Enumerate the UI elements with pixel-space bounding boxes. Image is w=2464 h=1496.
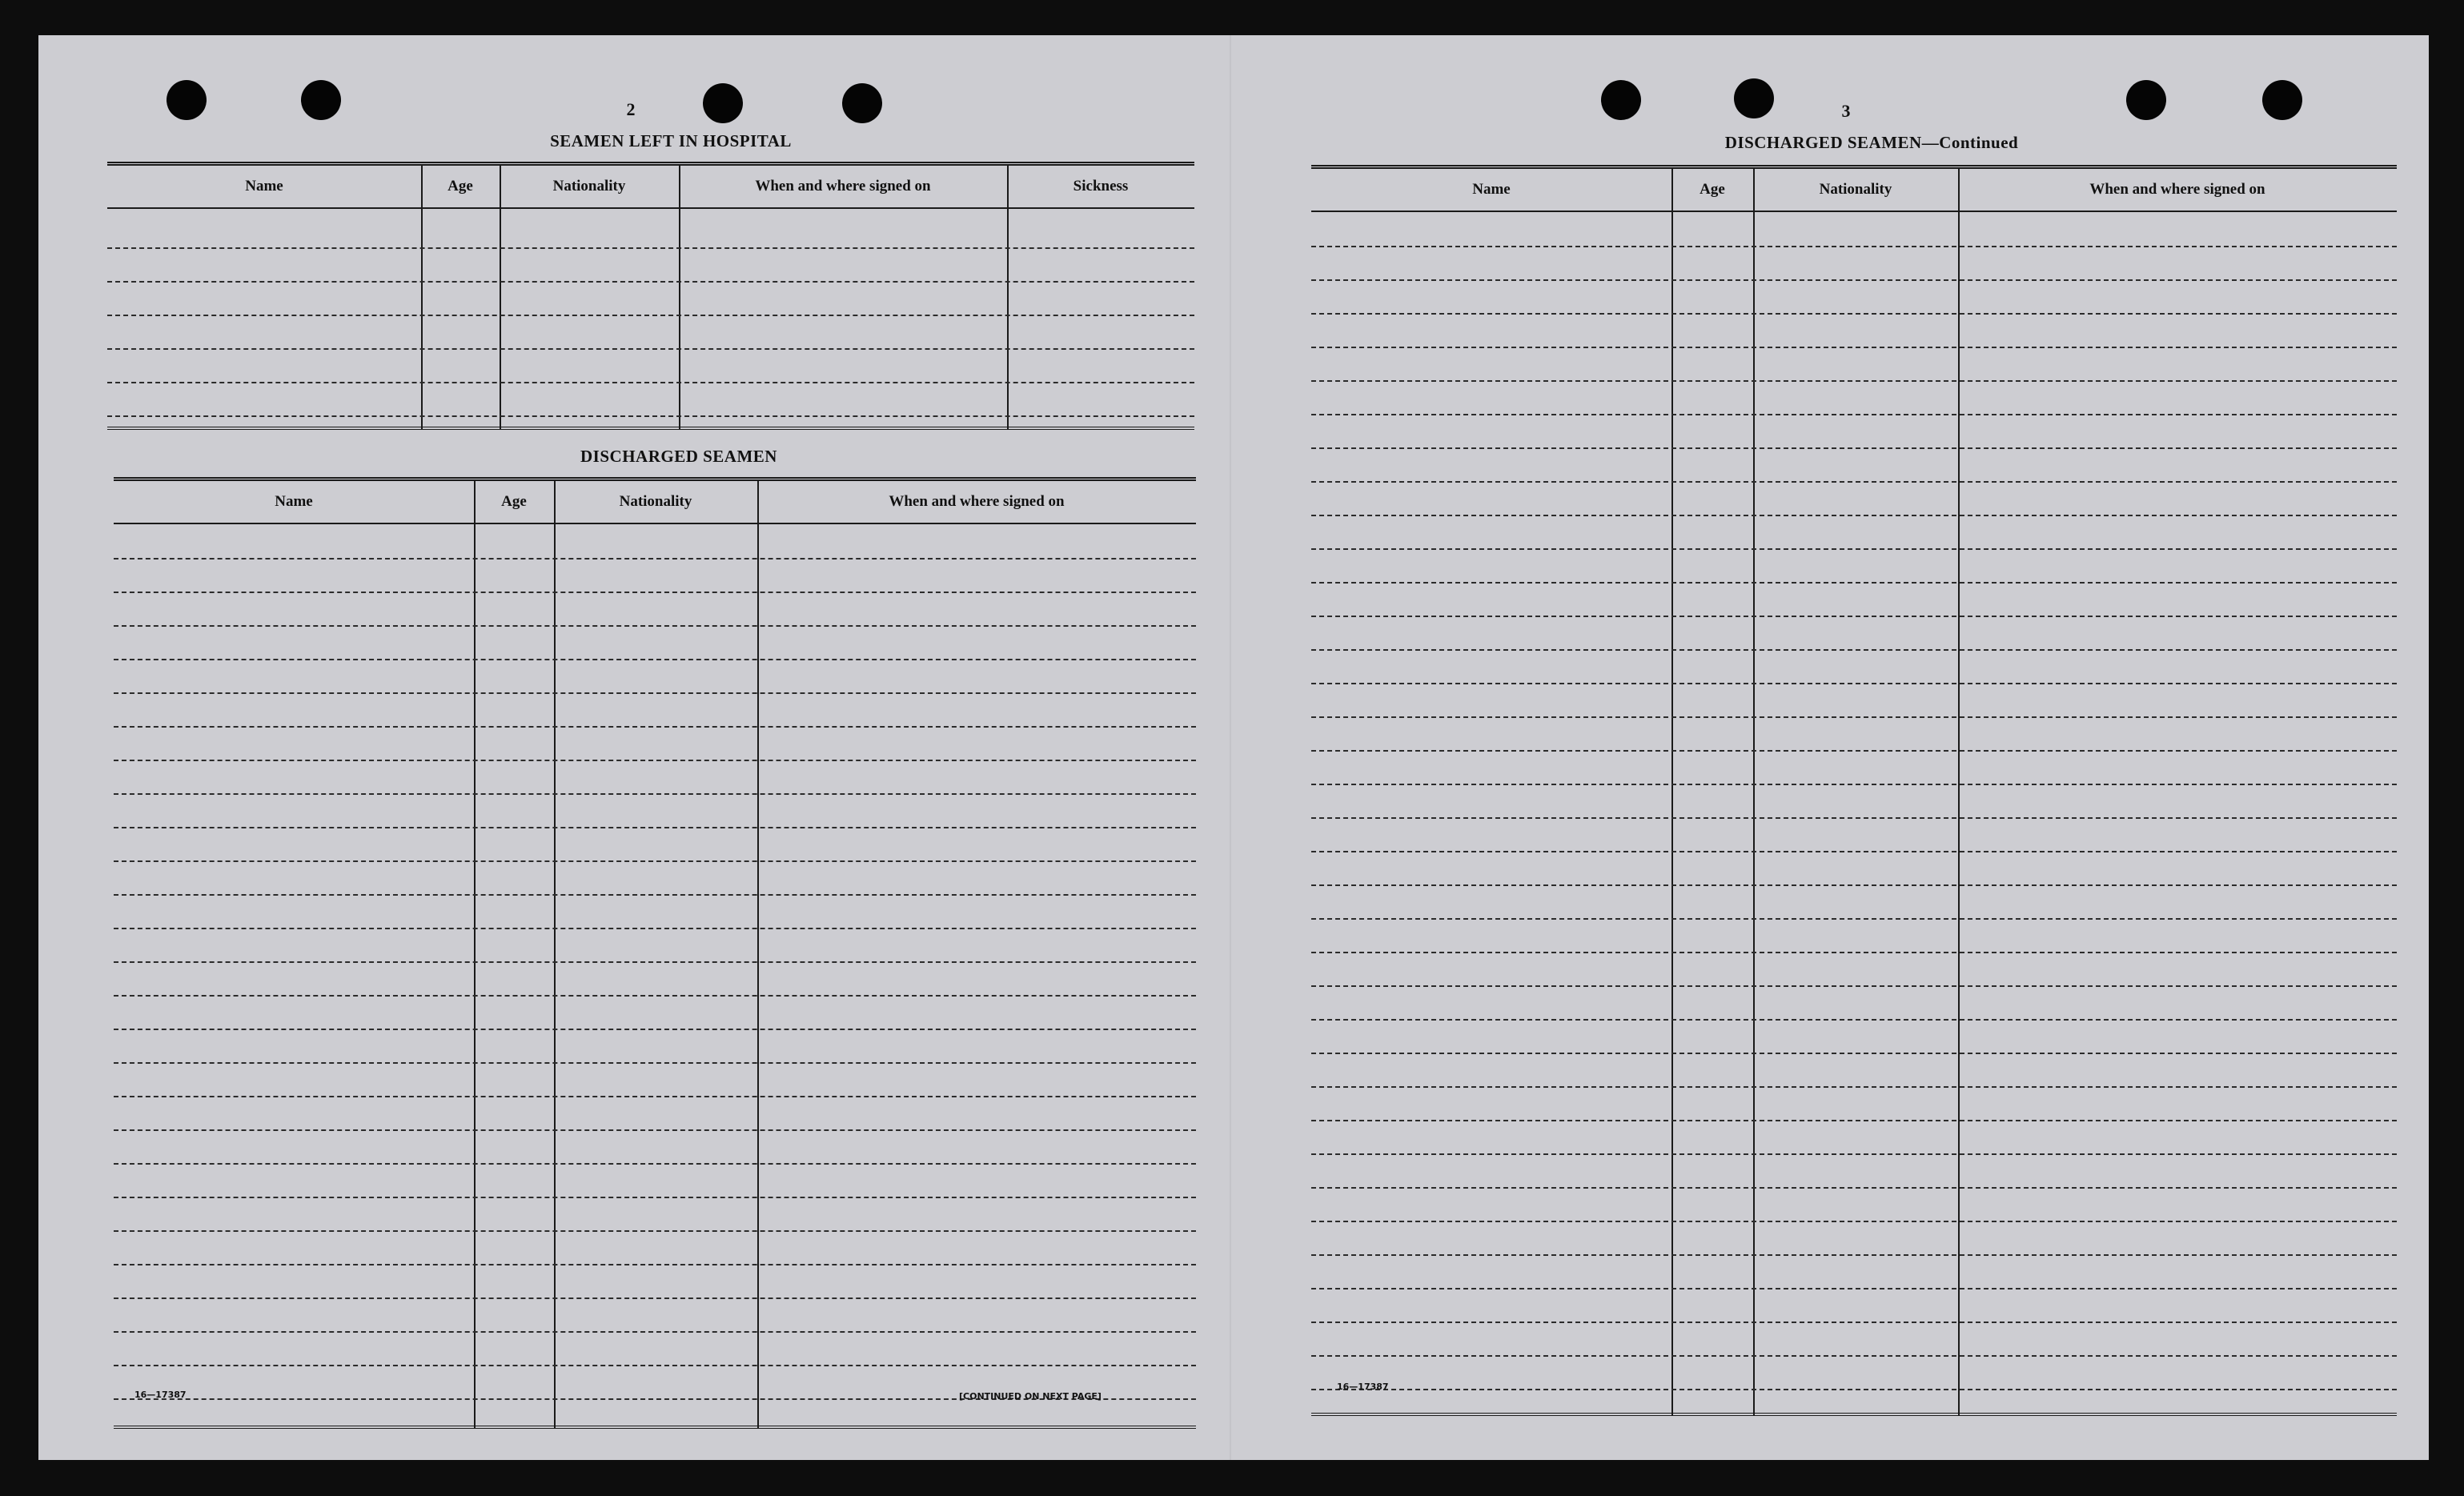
col-header-sickness: Sickness xyxy=(1073,178,1129,195)
discharged-continued-table-header xyxy=(1311,169,2397,212)
discharged-continued-title xyxy=(1639,133,2104,153)
table-row xyxy=(114,827,1196,828)
table-row xyxy=(1311,952,2397,953)
table-row xyxy=(1311,750,2397,752)
table-row xyxy=(1311,1053,2397,1054)
table-row xyxy=(1311,683,2397,684)
table-row xyxy=(1311,1355,2397,1357)
table-row xyxy=(1311,918,2397,920)
discharged-table xyxy=(114,477,1196,1429)
table-row xyxy=(1311,1019,2397,1021)
document-sheet xyxy=(38,35,2429,1460)
discharged-table-header xyxy=(114,481,1196,524)
table-row xyxy=(114,1197,1196,1198)
table-row xyxy=(1311,884,2397,886)
table-row xyxy=(114,995,1196,997)
table-row xyxy=(114,659,1196,660)
table-row xyxy=(114,860,1196,862)
form-number-right: 16—17387 xyxy=(1337,1382,1389,1392)
table-row xyxy=(1311,1086,2397,1088)
table-row xyxy=(1311,649,2397,651)
table-row xyxy=(114,894,1196,896)
table-row xyxy=(114,1163,1196,1165)
col-header-name: Name xyxy=(275,493,313,510)
table-row xyxy=(114,592,1196,593)
table-row xyxy=(107,348,1194,350)
discharged-section-title: DISCHARGED SEAMEN xyxy=(580,447,777,466)
table-row xyxy=(114,1264,1196,1265)
table-row xyxy=(1311,414,2397,415)
table-row xyxy=(114,1029,1196,1030)
table-row xyxy=(114,1129,1196,1131)
col-header-signed-on: When and where signed on xyxy=(2089,181,2265,198)
table-row xyxy=(114,625,1196,627)
col-header-nationality: Nationality xyxy=(619,493,692,510)
table-row xyxy=(114,793,1196,795)
discharged-continued-table xyxy=(1311,165,2397,1416)
table-row xyxy=(107,415,1194,417)
col-header-age: Age xyxy=(501,493,527,510)
table-row xyxy=(1311,582,2397,584)
table-row xyxy=(107,281,1194,283)
form-number-left: 16—17387 xyxy=(134,1390,187,1400)
table-row xyxy=(114,961,1196,963)
continued-note: [CONTINUED ON NEXT PAGE] xyxy=(959,1391,1102,1402)
col-header-signed-on: When and where signed on xyxy=(755,178,931,195)
table-row xyxy=(1311,1153,2397,1155)
punch-hole xyxy=(703,83,743,123)
discharged-continued-title-main: DISCHARGED SEAMEN xyxy=(1724,133,1922,152)
table-row xyxy=(1311,1288,2397,1289)
hospital-table-header xyxy=(107,166,1194,209)
table-row xyxy=(1311,481,2397,483)
table-row xyxy=(1311,1221,2397,1222)
col-header-signed-on: When and where signed on xyxy=(889,493,1065,510)
table-row xyxy=(1311,985,2397,987)
table-row xyxy=(107,382,1194,383)
punch-hole xyxy=(2126,80,2166,120)
page-number-left: 2 xyxy=(626,99,636,119)
table-row xyxy=(1311,380,2397,382)
table-row xyxy=(114,558,1196,559)
table-row xyxy=(1311,548,2397,550)
table-row xyxy=(107,315,1194,316)
discharged-continued-title-suffix: —Continued xyxy=(1921,133,2019,152)
hospital-section-title: SEAMEN LEFT IN HOSPITAL xyxy=(550,131,792,150)
punch-hole xyxy=(1734,78,1774,118)
table-row xyxy=(1311,851,2397,852)
table-row xyxy=(114,760,1196,761)
punch-hole xyxy=(1601,80,1641,120)
punch-hole xyxy=(301,80,341,120)
punch-hole xyxy=(842,83,882,123)
col-header-age: Age xyxy=(447,178,473,195)
table-row xyxy=(1311,246,2397,247)
table-row xyxy=(1311,616,2397,617)
table-row xyxy=(114,928,1196,929)
col-header-name: Name xyxy=(1472,181,1511,198)
table-row xyxy=(107,247,1194,249)
table-row xyxy=(1311,716,2397,718)
table-row xyxy=(114,1297,1196,1299)
table-row xyxy=(1311,447,2397,449)
col-header-age: Age xyxy=(1700,181,1725,198)
punch-hole xyxy=(2262,80,2302,120)
table-row xyxy=(114,1096,1196,1097)
hospital-table xyxy=(107,162,1194,430)
table-row xyxy=(1311,1322,2397,1323)
table-row xyxy=(1311,784,2397,785)
table-row xyxy=(1311,1389,2397,1390)
table-row xyxy=(1311,1187,2397,1189)
table-row xyxy=(114,692,1196,694)
col-header-nationality: Nationality xyxy=(1819,181,1892,198)
col-header-name: Name xyxy=(245,178,283,195)
table-row xyxy=(1311,1120,2397,1121)
table-row xyxy=(1311,313,2397,315)
table-row xyxy=(114,1062,1196,1064)
table-row xyxy=(114,1365,1196,1366)
table-row xyxy=(114,1331,1196,1333)
table-row xyxy=(1311,817,2397,819)
col-header-nationality: Nationality xyxy=(552,178,626,195)
page-number-right: 3 xyxy=(1841,101,1851,121)
table-row xyxy=(114,1230,1196,1232)
table-row xyxy=(1311,279,2397,281)
punch-hole xyxy=(167,80,207,120)
table-row xyxy=(114,726,1196,728)
table-row xyxy=(1311,515,2397,516)
table-row xyxy=(1311,1254,2397,1256)
table-row xyxy=(1311,347,2397,348)
